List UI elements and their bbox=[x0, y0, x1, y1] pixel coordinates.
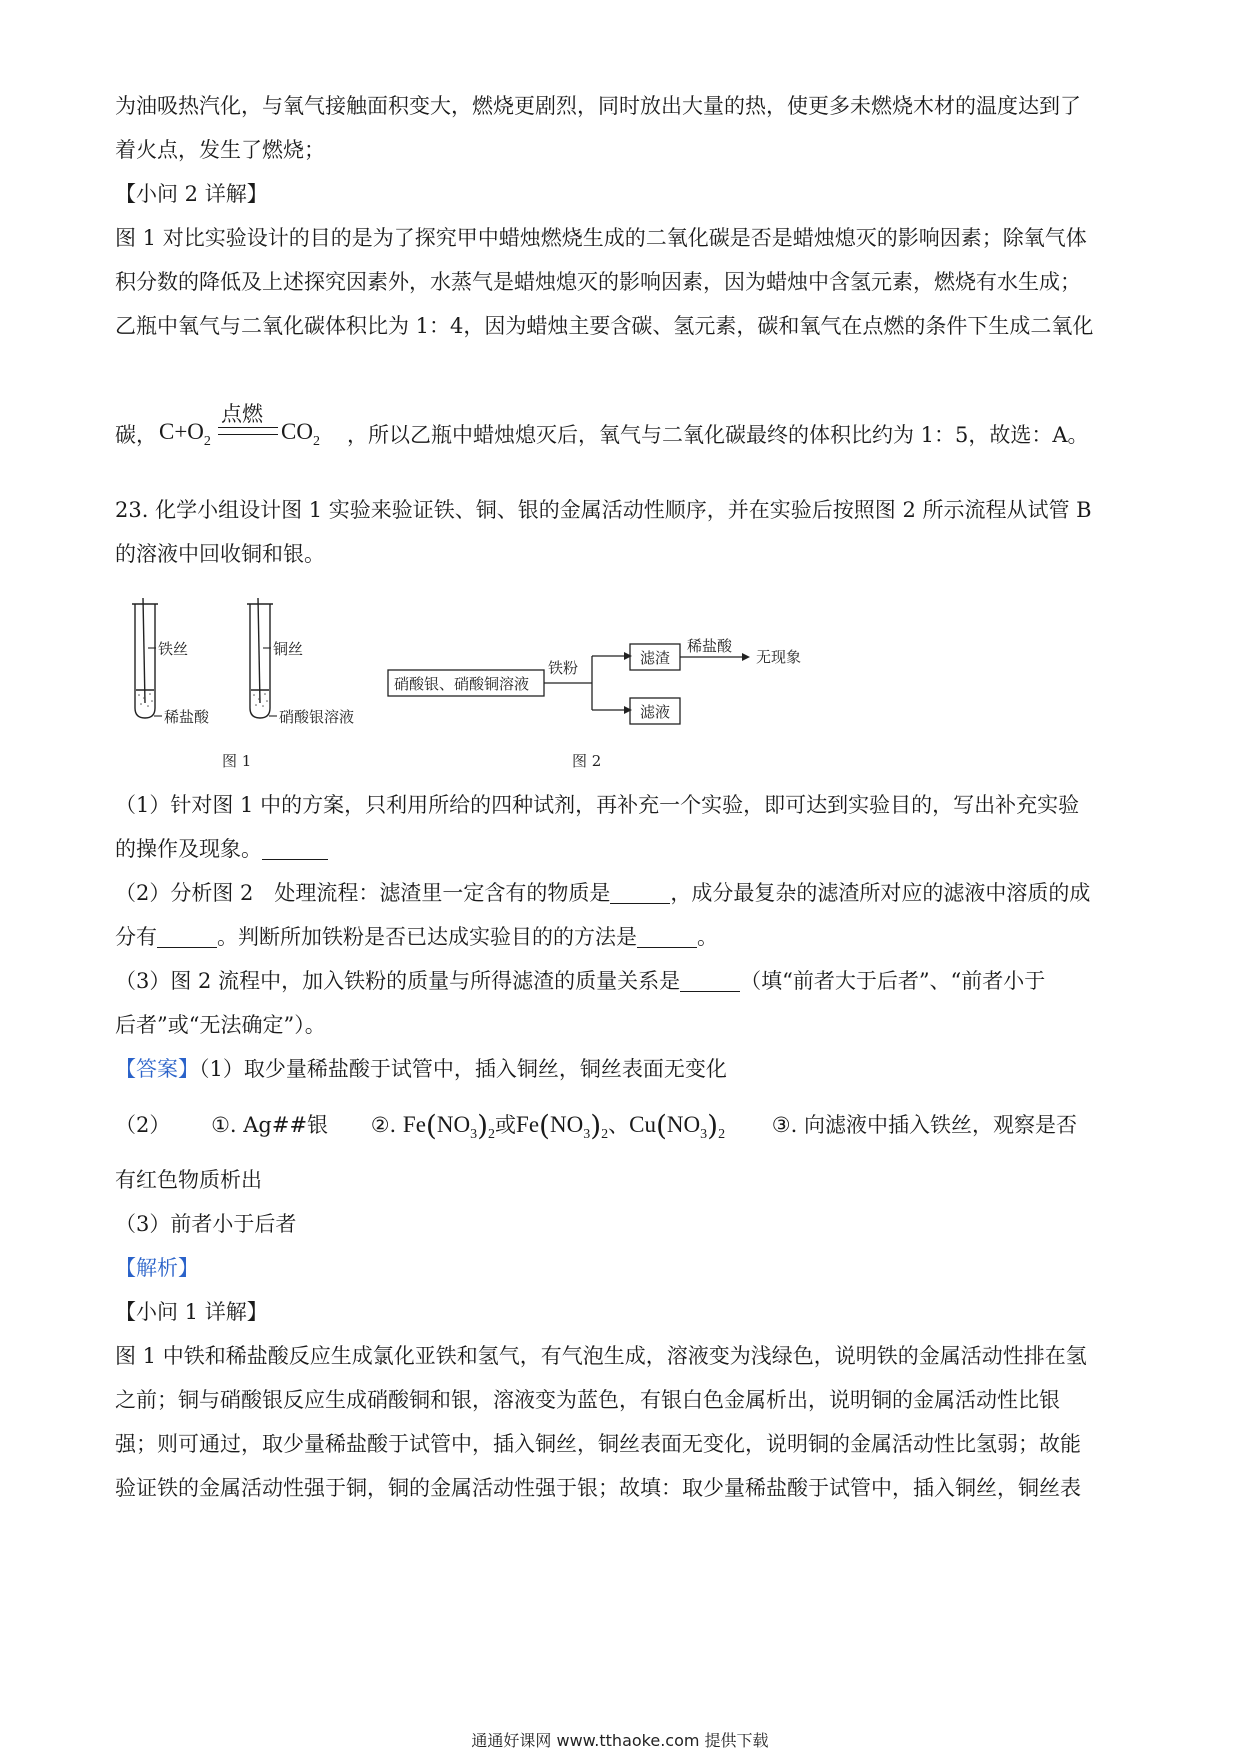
answer-blank bbox=[157, 925, 217, 948]
text-line: 强；则可通过，取少量稀盐酸于试管中，插入铜丝，铜丝表面无变化，说明铜的金属活动性比氢弱；故能 bbox=[115, 1432, 1081, 1456]
equation-prefix: 碳， bbox=[115, 423, 157, 447]
label-silver-nitrate: 硝酸银溶液 bbox=[279, 708, 355, 726]
subquestion-3: （3）图 2 流程中，加入铁粉的质量与所得滤渣的质量关系是 （填“前者大于后者”、“前者小于 bbox=[115, 969, 1046, 993]
iron-wire bbox=[143, 598, 145, 703]
question-line: 的溶液中回收铜和银。 bbox=[115, 542, 325, 566]
subquestion-1: （1）针对图 1 中的方案，只利用所给的四种试剂，再补充一个实验，即可达到实验目的，写出补充实验 bbox=[115, 793, 1080, 817]
residue-label: 滤渣 bbox=[640, 649, 671, 667]
figure-2-caption: 图 2 bbox=[572, 752, 602, 770]
answer-tag: 【答案】 bbox=[115, 1057, 199, 1081]
figure-1-caption: 图 1 bbox=[222, 752, 252, 770]
label-copper-wire: 铜丝 bbox=[273, 640, 304, 658]
filtrate-label: 滤液 bbox=[640, 703, 671, 721]
text-line: 验证铁的金属活动性强于铜，铜的金属活动性强于银；故填：取少量稀盐酸于试管中，插入铜丝，铜丝表 bbox=[115, 1476, 1081, 1500]
text-line: 着火点，发生了燃烧； bbox=[115, 138, 325, 162]
subquestion-2-cont: 分有 。判断所加铁粉是否已达成实验目的的方法是 。 bbox=[115, 925, 718, 949]
reagent-iron-powder: 铁粉 bbox=[548, 659, 579, 677]
equation-suffix: ，所以乙瓶中蜡烛熄灭后，氧气与二氧化碳最终的体积比约为 1：5，故选：A。 bbox=[347, 423, 1089, 447]
answer-blank bbox=[637, 925, 697, 948]
start-solution-label: 硝酸银、硝酸铜溶液 bbox=[394, 675, 530, 693]
answer-blank bbox=[610, 881, 670, 904]
formula-fe-no3-2: $Fe(NO_3)_2$ bbox=[402, 1109, 496, 1142]
question-line: 23. 化学小组设计图 1 实验来验证铁、铜、银的金属活动性顺序，并在实验后按照图 2 所示流程从试管 B bbox=[115, 498, 1092, 522]
reagent-dilute-hcl: 稀盐酸 bbox=[687, 637, 733, 655]
text-line: 为油吸热汽化，与氧气接触面积变大，燃烧更剧烈，同时放出大量的热，使更多未燃烧木材的温度达到了 bbox=[115, 94, 1081, 118]
text-line: 之前；铜与硝酸银反应生成硝酸铜和银，溶液变为蓝色，有银白色金属析出，说明铜的金属活动性比银 bbox=[115, 1388, 1060, 1412]
subquestion-3-cont: 后者”或“无法确定”）。 bbox=[115, 1013, 326, 1037]
text-line: 乙瓶中氧气与二氧化碳体积比为 1：4，因为蜡烛主要含碳、氢元素，碳和氧气在点燃的条件下生成二氧化 bbox=[115, 314, 1094, 338]
footer-watermark: 通通好课网 www.tthaoke.com 提供下载 bbox=[471, 1731, 769, 1750]
equation-left: $C+O_2$ bbox=[159, 419, 211, 449]
analysis-tag: 【解析】 bbox=[115, 1256, 199, 1280]
equation-equals-sign bbox=[218, 427, 278, 435]
answer-2-cont: 有红色物质析出 bbox=[115, 1168, 262, 1192]
answer-3: （3）前者小于后者 bbox=[115, 1212, 297, 1236]
answer-blank bbox=[262, 837, 328, 860]
answer-1: 【答案】（1）取少量稀盐酸于试管中，插入铜丝，铜丝表面无变化 bbox=[115, 1057, 727, 1081]
label-dilute-hcl: 稀盐酸 bbox=[164, 708, 210, 726]
formula-fe-no3-2: $Fe(NO_3)_2$ bbox=[516, 1109, 609, 1142]
answer-2: （2） ①. Ag##银 ②. $Fe(NO_3)_2$或$Fe(NO_3)_2$、$Cu(NO_3)_2$ ③. 向滤液中插入铁丝，观察是否 bbox=[115, 1109, 1077, 1142]
subquestion-1-cont: 的操作及现象。 bbox=[115, 834, 1135, 864]
text-line: 图 1 对比实验设计的目的是为了探究甲中蜡烛燃烧生成的二氧化碳是否是蜡烛熄灭的影响因素；除氧气体 bbox=[115, 226, 1087, 250]
equation-condition: 点燃 bbox=[221, 402, 263, 426]
section-heading: 【小问 2 详解】 bbox=[115, 182, 268, 206]
equation-right: $CO_2$ bbox=[281, 419, 320, 449]
result-no-phenomenon: 无现象 bbox=[756, 648, 802, 666]
formula-cu-no3-2: $Cu(NO_3)_2$ bbox=[629, 1109, 726, 1142]
copper-wire bbox=[258, 598, 260, 703]
section-heading: 【小问 1 详解】 bbox=[115, 1300, 268, 1324]
text-line: 图 1 中铁和稀盐酸反应生成氯化亚铁和氢气，有气泡生成，溶液变为浅绿色，说明铁的金属活动性排在氢 bbox=[115, 1344, 1087, 1368]
answer-blank bbox=[680, 969, 740, 992]
equation-line bbox=[115, 398, 1135, 458]
subquestion-2: （2）分析图 2 处理流程：滤渣里一定含有的物质是 ，成分最复杂的滤渣所对应的滤液中溶质的成 bbox=[115, 881, 1091, 905]
label-iron-wire: 铁丝 bbox=[158, 640, 189, 658]
experiment-figure bbox=[130, 598, 850, 774]
text-line: 积分数的降低及上述探究因素外，水蒸气是蜡烛熄灭的影响因素，因为蜡烛中含氢元素，燃烧有水生成； bbox=[115, 270, 1081, 294]
